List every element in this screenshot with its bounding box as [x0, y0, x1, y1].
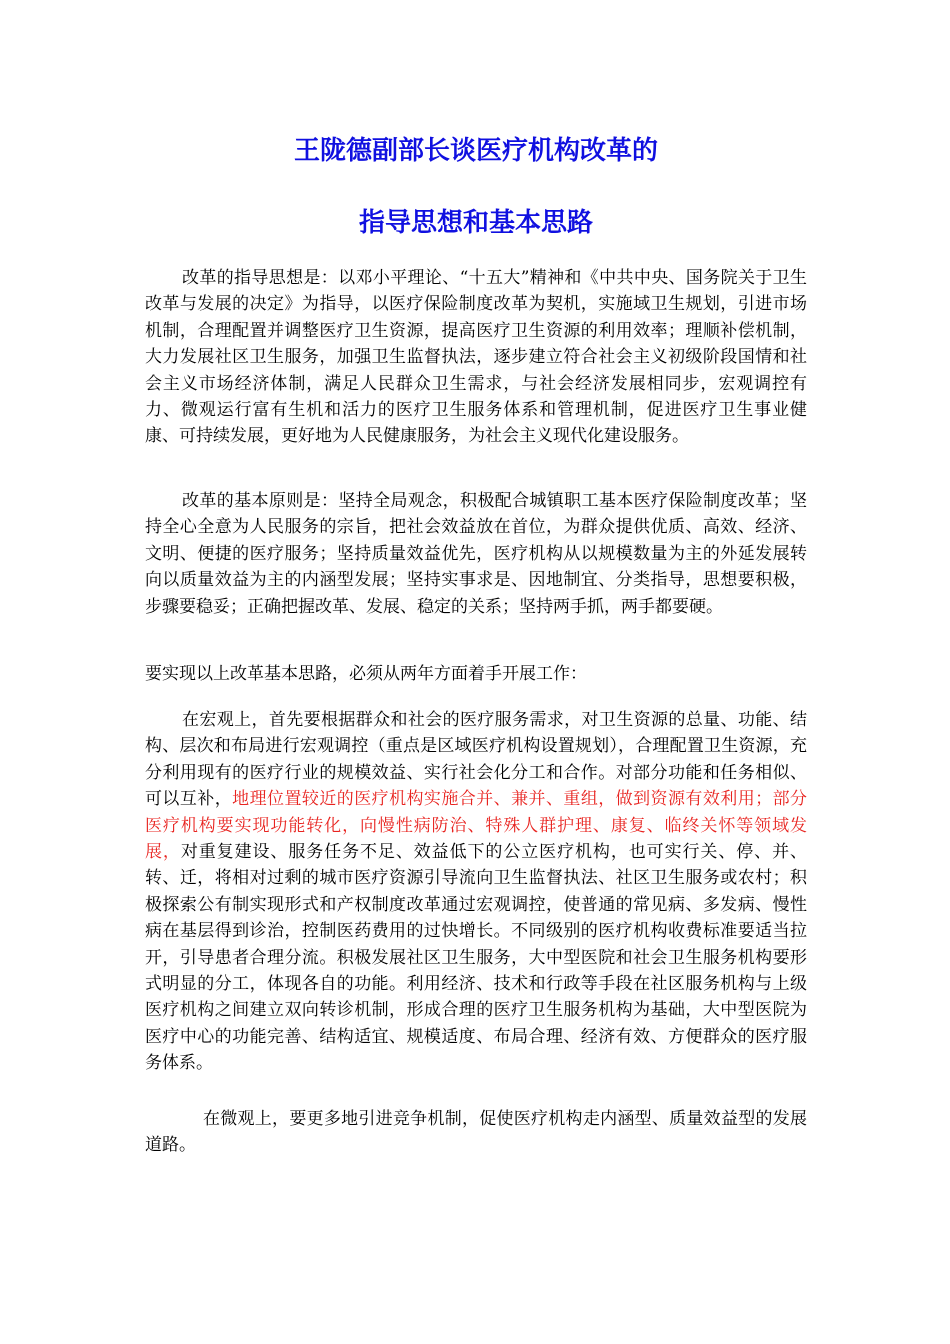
macro-text-part-1: 在宏观上，首先要根据群众和社会的医疗服务需求，对卫生资源的总量、功能、结构、层次和布局进行宏观调控（重点是区域医疗机构设置规划），合理配置卫生资源，充分利用现有的医疗行业的规模效益、实行社会化分工和合作。对部分功能和任务相似、可以互补， [145, 710, 807, 810]
document-title-line-2: 指导思想和基本思路 [358, 208, 593, 238]
paragraph-basic-principles: 改革的基本原则是：坚持全局观念，积极配合城镇职工基本医疗保险制度改革；坚持全心全意为人民服务的宗旨，把社会效益放在首位，为群众提供优质、高效、经济、文明、便捷的医疗服务；坚持质量效益优先，医疗机构从以规模数量为主的外延发展转向以质量效益为主的内涵型发展；坚持实事求是、因地制宜、分类指导，思想要积极，步骤要稳妥；正确把握改革、发展、稳定的关系；坚持两手抓，两手都要硬。 [145, 491, 807, 617]
paragraph-micro-level: 在微观上，要更多地引进竞争机制，促使医疗机构走内涵型、质量效益型的发展道路。 [145, 1109, 807, 1156]
paragraph-guiding-ideology: 改革的指导思想是：以邓小平理论、“十五大”精神和《中共中央、国务院关于卫生改革与发展的决定》为指导，以医疗保险制度改革为契机，实施域卫生规划，引进市场机制，合理配置并调整医疗卫生资源，提高医疗卫生资源的利用效率；理顺补偿机制，大力发展社区卫生服务，加强卫生监督执法，逐步建立符合社会主义初级阶段国情和社会主义市场经济体制，满足人民群众卫生需求，与社会经济发展相同步，宏观调控有力、微观运行富有生机和活力的医疗卫生服务体系和管理机制，促进医疗卫生事业健康、可持续发展，更好地为人民健康服务，为社会主义现代化建设服务。 [145, 268, 807, 447]
paragraph-work-intro: 要实现以上改革基本思路，必须从两年方面着手开展工作： [145, 664, 587, 684]
macro-highlighted-text: 地理位置较近的医疗机构实施合并、兼并、重组，做到资源有效利用；部分医疗机构要实现功能转化，向慢性病防治、特殊人群护理、康复、临终关怀等领域发展， [145, 789, 808, 863]
paragraph-macro-level [145, 707, 807, 1077]
document-title-line-1: 王陇德副部长谈医疗机构改革的 [293, 136, 658, 166]
macro-text-part-2: 对重复建设、服务任务不足、效益低下的公立医疗机构，也可实行关、停、并、转、迁，将相对过剩的城市医疗资源引导流向卫生监督执法、社区卫生服务或农村；积极探索公有制实现形式和产权制度改革通过宏观调控，使普通的常见病、多发病、慢性病在基层得到诊治，控制医药费用的过快增长。不同级别的医疗机构收费标准要适当拉开，引导患者合理分流。积极发展社区卫生服务，大中型医院和社会卫生服务机构要形式明显的分工，体现各自的功能。利用经济、技术和行政等手段在社区服务机构与上级医疗机构之间建立双向转诊机制，形成合理的医疗卫生服务机构为基础，大中型医院为医疗中心的功能完善、结构适宜、规模适度、布局合理、经济有效、方便群众的医疗服务体系。 [145, 842, 808, 1074]
